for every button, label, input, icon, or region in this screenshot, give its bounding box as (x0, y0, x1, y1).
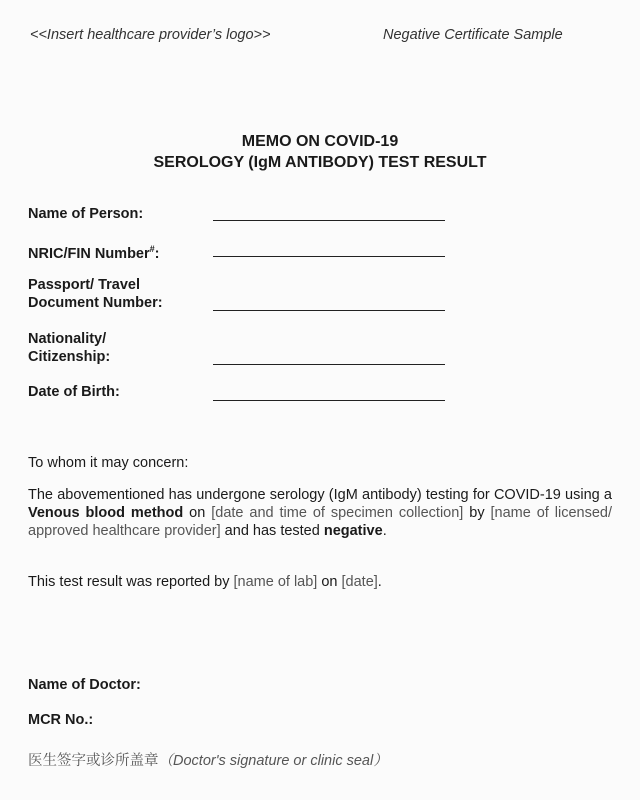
passport-label-line-2: Document Number: (28, 295, 163, 311)
result-text: negative (323, 523, 383, 539)
dob-label: Date of Birth: (28, 384, 120, 400)
signature-en: （Doctor's signature or clinic seal） (158, 753, 388, 769)
report-paragraph (28, 573, 612, 591)
collection-date-placeholder: [date and time of specimen collection] (211, 505, 464, 521)
p1-text-b: on (183, 505, 212, 521)
p1-text-e: . (382, 523, 387, 539)
report-date-placeholder: [date] (341, 574, 378, 590)
nric-footnote-mark: # (149, 244, 155, 254)
name-of-person-label: Name of Person: (28, 206, 144, 222)
p1-text-c: by (463, 505, 491, 521)
p2-text-a: This test result was reported by (28, 574, 234, 590)
name-of-person-field[interactable] (213, 220, 445, 221)
passport-label-line-1: Passport/ Travel (28, 277, 141, 293)
provider-placeholder: [name of licensed/ approved healthcare provider] (28, 505, 612, 539)
passport-label (28, 276, 163, 312)
p2-text-b: on (317, 574, 342, 590)
mcr-label: MCR No.: (28, 712, 94, 728)
nationality-label-line-1: Nationality/ (28, 331, 107, 347)
salutation: To whom it may concern: (28, 455, 189, 471)
sample-label: Negative Certificate Sample (383, 27, 563, 43)
signature-cn: 医生签字或诊所盖章 (28, 753, 159, 769)
nationality-label-line-2: Citizenship: (28, 349, 111, 365)
nationality-label (28, 330, 110, 366)
signature-line (28, 749, 388, 770)
result-paragraph (28, 486, 612, 540)
dob-field[interactable] (213, 400, 445, 401)
p2-text-c: . (377, 574, 382, 590)
logo-placeholder: <<Insert healthcare provider’s logo>> (30, 27, 271, 43)
nric-label-colon: : (154, 245, 160, 262)
lab-placeholder: [name of lab] (233, 574, 318, 590)
p1-text-d: and has tested (220, 523, 324, 539)
nric-label-text: NRIC/FIN Number (28, 245, 150, 262)
title-line-1: MEMO ON COVID-19 (241, 133, 399, 150)
page-title (0, 131, 640, 173)
doctor-name-label: Name of Doctor: (28, 677, 141, 693)
nationality-field[interactable] (213, 364, 445, 365)
nric-label (28, 240, 160, 263)
passport-field[interactable] (213, 310, 445, 311)
p1-text-a: The abovementioned has undergone serology (IgM antibody) testing for COVID-19 using a (28, 487, 612, 503)
method-text: Venous blood method (28, 505, 184, 521)
title-line-2: SEROLOGY (IgM ANTIBODY) TEST RESULT (153, 154, 487, 171)
nric-field[interactable] (213, 256, 445, 257)
